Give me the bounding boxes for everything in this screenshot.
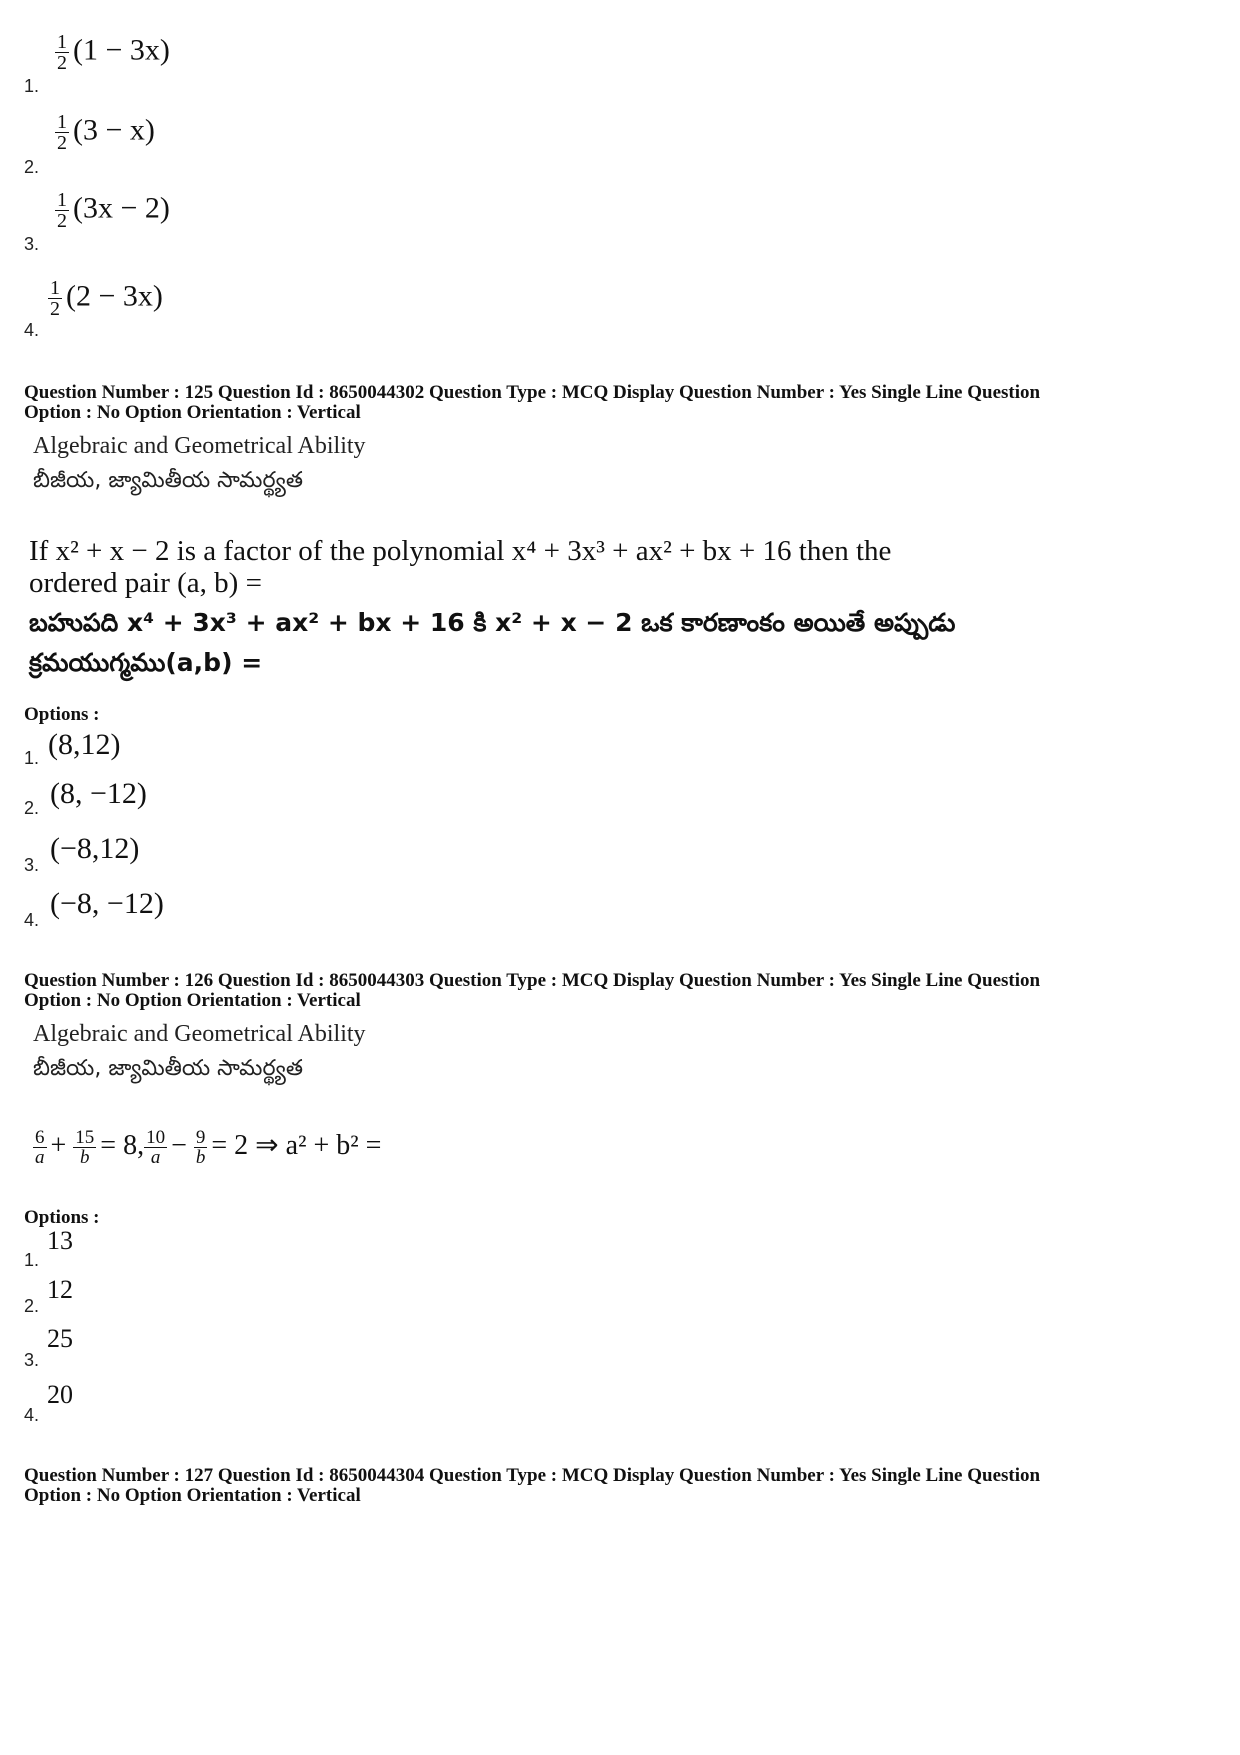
question-meta-line2: Option : No Option Orientation : Vertical <box>24 990 361 1011</box>
option-value: $\frac{1}{2}$ (3 − x) <box>57 111 155 154</box>
question-meta-line2: Option : No Option Orientation : Vertical <box>24 402 361 423</box>
question-meta-line1: Question Number : 126 Question Id : 8650044303 Question Type : MCQ Display Question Number : Yes Single Line Question <box>24 970 1041 991</box>
option-number: 4. <box>24 320 40 340</box>
question-text-telugu-1: బహుపది x⁴ + 3x³ + ax² + bx + 16 కి x² + x − 2 ఒక కారణాంకం అయితే అప్పుడు <box>29 608 956 637</box>
option-number: 1. <box>24 1250 40 1270</box>
option-number: 3. <box>24 855 40 875</box>
question-text-english-2: ordered pair (a, b) = <box>29 567 262 599</box>
option-number: 3. <box>24 234 40 254</box>
option-value: 25 <box>47 1324 73 1353</box>
subject-english: Algebraic and Geometrical Ability <box>33 1021 366 1047</box>
option-value: (−8,12) <box>50 832 140 865</box>
option-value: $\frac{1}{2}$ (2 − 3x) <box>50 277 163 320</box>
option-number: 4. <box>24 1405 40 1425</box>
options-label: Options : <box>24 704 100 725</box>
option-number: 3. <box>24 1350 40 1370</box>
option-value: $\frac{1}{2}$ (3x − 2) <box>57 189 170 232</box>
options-label: Options : <box>24 1207 100 1228</box>
question-text-english-1: If x² + x − 2 is a factor of the polynomial x⁴ + 3x³ + ax² + bx + 16 then the <box>29 535 892 567</box>
subject-english: Algebraic and Geometrical Ability <box>33 433 366 459</box>
option-number: 2. <box>24 1296 40 1316</box>
option-value: 12 <box>47 1275 73 1304</box>
option-value: (−8, −12) <box>50 887 164 920</box>
option-value: 20 <box>47 1380 73 1409</box>
option-number: 1. <box>24 76 40 96</box>
option-value: (8, −12) <box>50 777 147 810</box>
option-value: (8,12) <box>48 728 121 761</box>
subject-telugu: బీజీయ, జ్యామితీయ సామర్థ్యత <box>33 468 303 493</box>
option-number: 4. <box>24 910 40 930</box>
option-number: 2. <box>24 798 40 818</box>
question-meta-line1: Question Number : 125 Question Id : 8650044302 Question Type : MCQ Display Question Number : Yes Single Line Question <box>24 382 1041 403</box>
option-number: 1. <box>24 748 40 768</box>
subject-telugu: బీజీయ, జ్యామితీయ సామర్థ్యత <box>33 1056 303 1081</box>
option-value: $\frac{1}{2}$ (1 − 3x) <box>57 31 170 74</box>
question-text-telugu-2: క్రమయుగ్మము(a,b) = <box>29 648 263 677</box>
option-value: 13 <box>47 1226 73 1255</box>
question-meta-line1: Question Number : 127 Question Id : 8650044304 Question Type : MCQ Display Question Number : Yes Single Line Question <box>24 1465 1041 1486</box>
option-number: 2. <box>24 157 40 177</box>
question-meta-line2: Option : No Option Orientation : Vertical <box>24 1485 361 1506</box>
question-equation: $\frac{6}{a}$ + $\frac{15}{b}$ = 8, $\frac{10}{a}$ − $\frac{9}{b}$ = 2 ⇒ a² + b² = <box>35 1127 382 1169</box>
